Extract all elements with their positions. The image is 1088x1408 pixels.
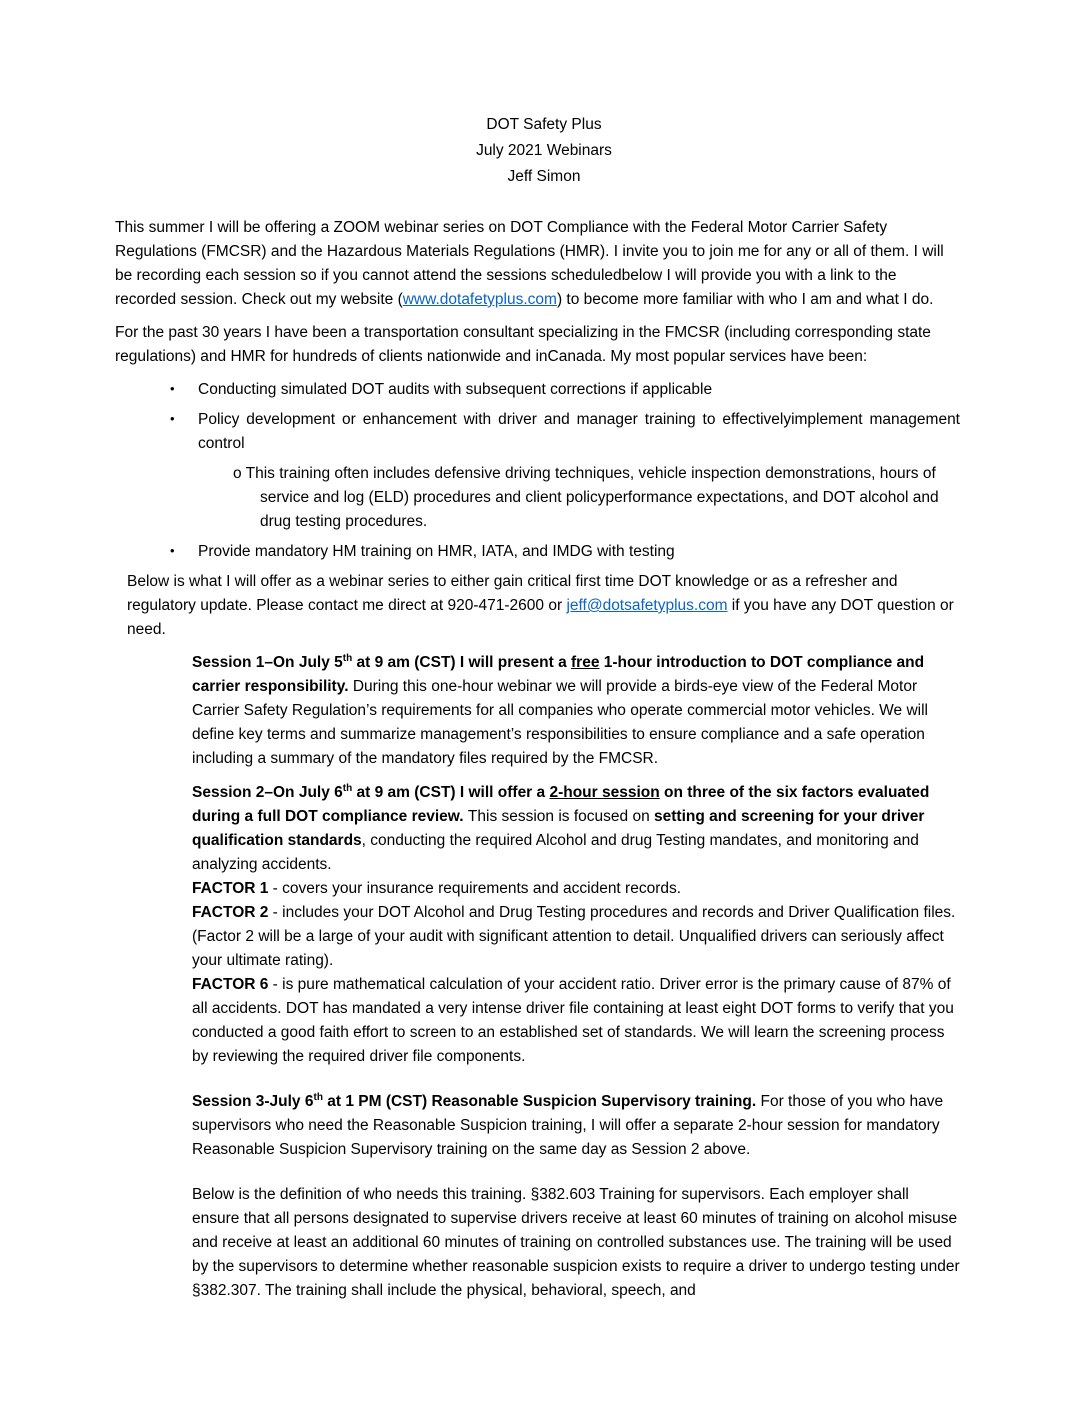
bullet-icon: • (170, 381, 175, 396)
text-run: if you have any DOT question or need. (127, 597, 954, 638)
factor-2-line (192, 901, 960, 973)
text-run: For the past 30 years I have been a transportation consultant specializing in the FMCSR (including corresponding state regulations) and HMR for hundreds of clients nationwide and inCanada. My most popular services have been: (115, 324, 931, 365)
text-run: FACTOR 2 (192, 904, 269, 921)
intro-paragraph (115, 216, 960, 312)
text-run: 2-hour session (549, 784, 660, 801)
factor-1-line (192, 877, 960, 901)
text-run: - includes your DOT Alcohol and Drug Testing procedures and records and Driver Qualification files. (Factor 2 will be a large of your audit with significant attention to detail. Unqualified drivers can seriously affect your ultimate rating). (192, 904, 956, 969)
text-run: Conducting simulated DOT audits with subsequent corrections if applicable (198, 381, 713, 398)
text-run: , conducting the required Alcohol and drug Testing mandates, and monitoring and analyzing accidents. (192, 832, 919, 873)
text-run: - covers your insurance requirements and accident records. (268, 880, 682, 897)
sub-bullet-training-includes (233, 462, 960, 534)
text-run: During this one-hour webinar we will provide a birds-eye view of the Federal Motor Carrier Safety Regulation’s requirements for all companies who operate commercial motor vehicles. We will define key terms and summarize management’s responsibilities to ensure compliance and a safe operation including a summary of the mandatory files required by the FMCSR. (192, 678, 928, 767)
document-title: DOT Safety Plus (486, 116, 602, 133)
session-2-paragraph (192, 781, 960, 877)
text-run: For those of you who have supervisors who need the Reasonable Suspicion training, I will offer a separate 2-hour session for mandatory Reasonable Suspicion Supervisory training on the same day as Session 2 above. (192, 1093, 944, 1158)
text-run: FACTOR 1 (192, 880, 269, 897)
session-1-paragraph (192, 651, 960, 771)
text-run: Session 1–On July 5 (192, 654, 343, 671)
hyperlink[interactable]: jeff@dotsafetyplus.com (566, 597, 728, 614)
text-run: th (313, 1091, 323, 1103)
document-body (115, 216, 960, 1303)
text-run: Session 3-July 6 (192, 1093, 314, 1110)
document-subtitle: July 2021 Webinars (476, 142, 612, 159)
background-paragraph (115, 321, 960, 369)
text-run: This summer I will be offering a ZOOM webinar series on DOT Compliance with the Federal Motor Carrier Safety Regulations (FMCSR) and the Hazardous Materials Regulations (HMR). I invite you to join me for any or all of them. I will be recording each session so if you cannot attend the sessions scheduledbelow I will provide you with a link to the recorded session. Check out my website ( (115, 219, 944, 308)
webinar-offer-paragraph (127, 570, 960, 642)
training-definition-paragraph (192, 1183, 960, 1303)
text-run: Session 2–On July 6 (192, 784, 343, 801)
text-run: Below is what I will offer as a webinar series to either gain critical first time DOT knowledge or as a refresher and regulatory update. Please contact me direct at 920-471-2600 or (127, 573, 898, 614)
text-run: FACTOR 6 (192, 976, 269, 993)
text-run: Below is the definition of who needs this training. §382.603 Training for supervisors. Each employer shall ensure that all persons designated to supervise drivers receive at least 60 minutes of training on alcohol misuse and receive at least an additional 60 minutes of training on controlled substances use. The training will be used by the supervisors to determine whether reasonable suspicion exists to require a driver to undergo testing under §382.307. The training shall include the physical, behavioral, speech, and (192, 1186, 960, 1299)
text-run: ) to become more familiar with who I am and what I do. (556, 291, 934, 308)
text-run: 1-hour introduction to DOT compliance and carrier responsibility. (192, 654, 925, 695)
bullet-policy-development (168, 408, 960, 456)
session-3-paragraph (192, 1090, 960, 1162)
text-run: th (342, 782, 353, 794)
text-run: at 9 am (CST) I will offer a (352, 784, 550, 801)
text-run: This session is focused on (467, 808, 654, 825)
bullet-simulated-audits (168, 378, 960, 402)
factor-6-line (192, 973, 960, 1069)
text-run: at 1 PM (CST) Reasonable Suspicion Supervisory training. (322, 1093, 761, 1110)
text-run: th (342, 652, 353, 664)
bullet-icon: • (170, 543, 175, 558)
document-header (0, 112, 1088, 190)
text-run: Provide mandatory HM training on HMR, IATA, and IMDG with testing (198, 543, 675, 560)
bullet-hm-training (168, 540, 960, 564)
hyperlink[interactable]: www.dotafetyplus.com (402, 291, 557, 308)
text-run: free (571, 654, 600, 671)
text-run: - is pure mathematical calculation of your accident ratio. Driver error is the primary cause of 87% of all accidents. DOT has mandated a very intense driver file containing at least eight DOT forms to verify that you conducted a good faith effort to screen to an established set of standards. We will learn the screening process by reviewing the required driver file components. (192, 976, 954, 1065)
text-run: on three of the six factors evaluated during a full DOT compliance review. (192, 784, 930, 825)
text-run: Policy development or enhancement with driver and manager training to effectivelyimplement management control (198, 411, 960, 452)
document-author: Jeff Simon (507, 168, 581, 185)
text-run: setting and screening for your driver qualification standards (192, 808, 925, 849)
text-run: o This training often includes defensive driving techniques, vehicle inspection demonstrations, hours of service and log (ELD) procedures and client policyperformance expectations, and DOT alcohol and drug testing procedures. (233, 465, 939, 530)
text-run: at 9 am (CST) I will present a (352, 654, 571, 671)
bullet-icon: • (170, 411, 175, 426)
